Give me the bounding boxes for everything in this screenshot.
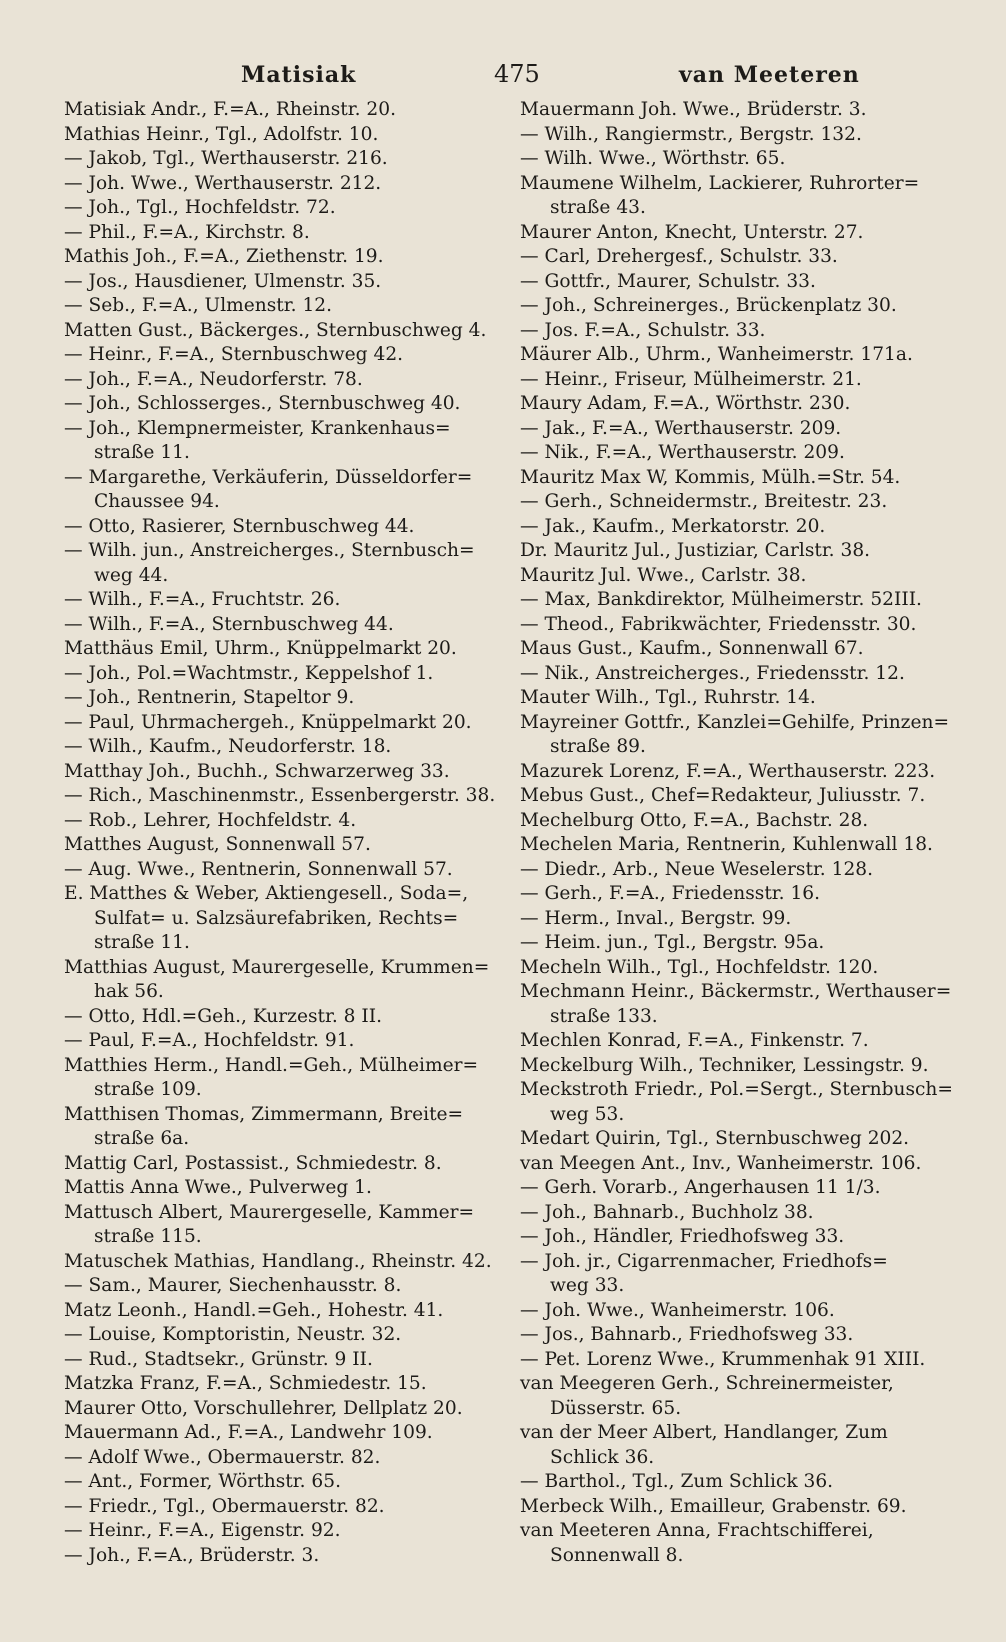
directory-entry (520, 1152, 966, 1177)
entry-line: Matthias August, Maurergeselle, Krummen= (64, 956, 490, 978)
entry-line: Maurer Anton, Knecht, Unterstr. 27. (520, 221, 864, 243)
entry-line: — Rud., Stadtsekr., Grünstr. 9 II. (64, 1348, 373, 1370)
directory-entry (520, 1299, 966, 1324)
directory-entry (520, 270, 966, 295)
entry-line: Matthies Herm., Handl.=Geh., Mülheimer= (64, 1054, 479, 1076)
entry-line: Mauermann Joh. Wwe., Brüderstr. 3. (520, 99, 867, 120)
directory-entry (64, 1397, 504, 1422)
entry-continuation: straße 43. (550, 197, 646, 218)
entry-line: — Joh., Klempnermeister, Krankenhaus= (64, 417, 451, 439)
directory-entry (64, 784, 504, 809)
entry-line: — Nik., Anstreicherges., Friedensstr. 12. (520, 662, 905, 684)
entry-line: — Aug. Wwe., Rentnerin, Sonnenwall 57. (64, 858, 453, 880)
directory-entry (520, 1225, 966, 1250)
directory-entry (520, 858, 966, 883)
entry-line: Dr. Mauritz Jul., Justiziar, Carlstr. 38. (520, 540, 871, 561)
directory-entry (64, 294, 504, 319)
directory-entry (520, 686, 966, 711)
directory-entry (64, 1323, 504, 1348)
directory-entry (520, 1372, 966, 1421)
directory-entry (520, 1201, 966, 1226)
directory-entry (64, 1176, 504, 1201)
directory-entry (64, 809, 504, 834)
entry-line: Matthäus Emil, Uhrm., Knüppelmarkt 20. (64, 638, 457, 659)
directory-entry (520, 662, 966, 687)
directory-entry (520, 980, 966, 1029)
entry-continuation: weg 44. (94, 564, 169, 586)
entry-line: — Rob., Lehrer, Hochfeldstr. 4. (64, 809, 357, 831)
entry-line: — Paul, F.=A., Hochfeldstr. 91. (64, 1030, 355, 1051)
entry-line: — Otto, Rasierer, Sternbuschweg 44. (64, 515, 415, 537)
directory-entry (64, 98, 504, 123)
entry-line: Mayreiner Gottfr., Kanzlei=Gehilfe, Prinzen= (520, 711, 950, 733)
entry-continuation: Chaussee 94. (94, 491, 220, 512)
directory-entry (520, 907, 966, 932)
entry-line: — Margarethe, Verkäuferin, Düsseldorfer= (64, 466, 473, 488)
directory-entry (520, 368, 966, 393)
directory-entry (520, 637, 966, 662)
directory-entry (64, 1274, 504, 1299)
directory-entry (520, 490, 966, 515)
directory-entry (64, 1544, 504, 1569)
entry-line: Meckelburg Wilh., Techniker, Lessingstr. 9. (520, 1054, 929, 1076)
entry-line: — Heim. jun., Tgl., Bergstr. 95a. (520, 932, 825, 953)
directory-entry (64, 515, 504, 540)
entry-line: Matuschek Mathias, Handlang., Rheinstr. 42. (64, 1250, 492, 1272)
directory-entry (520, 931, 966, 956)
entry-line: Maumene Wilhelm, Lackierer, Ruhrorter= (520, 172, 920, 194)
entry-line: — Joh., Pol.=Wachtmstr., Keppelshof 1. (64, 662, 434, 684)
directory-entry (64, 539, 504, 588)
entry-line: — Wilh., Kaufm., Neudorferstr. 18. (64, 736, 392, 757)
entry-continuation: straße 6a. (94, 1128, 190, 1149)
entry-line: Mauermann Ad., F.=A., Landwehr 109. (64, 1422, 433, 1443)
entry-line: Mathis Joh., F.=A., Ziethenstr. 19. (64, 246, 384, 267)
entry-line: — Joh., F.=A., Neudorferstr. 78. (64, 368, 363, 390)
directory-entry (64, 1519, 504, 1544)
directory-entry (64, 662, 504, 687)
entry-line: — Joh., Rentnerin, Stapeltor 9. (64, 687, 355, 708)
directory-entry (520, 98, 966, 123)
directory-entry (520, 319, 966, 344)
entry-line: Matzka Franz, F.=A., Schmiedestr. 15. (64, 1373, 427, 1394)
entry-line: van Meegeren Gerh., Schreinermeister, (520, 1373, 894, 1394)
entry-line: — Nik., F.=A., Werthauserstr. 209. (520, 442, 845, 463)
entry-continuation: Sulfat= u. Salzsäurefabriken, Rechts= (94, 907, 459, 929)
entry-line: — Jakob, Tgl., Werthauserstr. 216. (64, 148, 388, 169)
entry-line: — Jak., F.=A., Werthauserstr. 209. (520, 417, 842, 439)
entry-line: van Meeteren Anna, Frachtschifferei, (520, 1520, 874, 1541)
directory-entry (520, 833, 966, 858)
directory-entry (64, 343, 504, 368)
entry-line: Maury Adam, F.=A., Wörthstr. 230. (520, 393, 851, 414)
header-right-keyword: van Meeteren (679, 62, 860, 88)
entry-line: — Louise, Komptoristin, Neustr. 32. (64, 1324, 402, 1345)
directory-entry (64, 392, 504, 417)
page-header (64, 52, 966, 98)
directory-entry (520, 1470, 966, 1495)
directory-entry (520, 760, 966, 785)
entry-line: — Adolf Wwe., Obermauerstr. 82. (64, 1446, 381, 1468)
entry-line: Mattusch Albert, Maurergeselle, Kammer= (64, 1201, 475, 1223)
directory-entry (64, 466, 504, 515)
entry-line: Matten Gust., Bäckerges., Sternbuschweg 4. (64, 319, 487, 341)
entry-continuation: straße 89. (550, 736, 646, 757)
directory-entry (64, 1470, 504, 1495)
header-left-keyword: Matisiak (241, 62, 357, 88)
left-column (64, 98, 504, 1568)
directory-entry (64, 1054, 504, 1103)
entry-line: — Otto, Hdl.=Geh., Kurzestr. 8 II. (64, 1005, 382, 1027)
entry-continuation: Sonnenwall 8. (550, 1544, 684, 1566)
entry-line: E. Matthes & Weber, Aktiengesell., Soda=, (64, 883, 469, 904)
directory-entry (520, 564, 966, 589)
entry-line: — Barthol., Tgl., Zum Schlick 36. (520, 1471, 834, 1492)
directory-entry (520, 613, 966, 638)
page-number: 475 (494, 60, 540, 88)
entry-continuation: weg 33. (550, 1275, 625, 1296)
directory-entry (64, 882, 504, 956)
directory-entry (64, 1372, 504, 1397)
entry-line: — Wilh., F.=A., Sternbuschweg 44. (64, 613, 394, 635)
directory-entry (64, 245, 504, 270)
entry-line: — Jos., Hausdiener, Ulmenstr. 35. (64, 270, 382, 292)
entry-line: Matisiak Andr., F.=A., Rheinstr. 20. (64, 99, 396, 120)
entry-line: Mechelen Maria, Rentnerin, Kuhlenwall 18. (520, 834, 933, 855)
directory-entry (64, 417, 504, 466)
directory-entry (64, 196, 504, 221)
directory-entry (64, 858, 504, 883)
entry-line: — Wilh., Rangiermstr., Bergstr. 132. (520, 123, 862, 145)
entry-line: — Joh., Tgl., Hochfeldstr. 72. (64, 197, 336, 218)
directory-entry (520, 711, 966, 760)
entry-continuation: Schlick 36. (550, 1446, 655, 1468)
directory-entry (520, 245, 966, 270)
entry-continuation: weg 53. (550, 1103, 625, 1125)
entry-line: — Joh., Bahnarb., Buchholz 38. (520, 1201, 814, 1223)
entry-continuation: Düsserstr. 65. (550, 1397, 682, 1419)
directory-entry (520, 1495, 966, 1520)
directory-entry (64, 956, 504, 1005)
directory-entry (520, 539, 966, 564)
directory-entry (520, 147, 966, 172)
directory-entry (64, 221, 504, 246)
directory-entry (520, 343, 966, 368)
entry-line: Mäurer Alb., Uhrm., Wanheimerstr. 171a. (520, 344, 913, 365)
directory-entry (520, 1176, 966, 1201)
entry-line: — Joh., Händler, Friedhofsweg 33. (520, 1226, 845, 1247)
entry-line: — Gerh., F.=A., Friedensstr. 16. (520, 883, 821, 904)
entry-line: Mechelburg Otto, F.=A., Bachstr. 28. (520, 809, 869, 831)
directory-entry (64, 270, 504, 295)
directory-entry (64, 637, 504, 662)
directory-entry (64, 1421, 504, 1446)
entry-line: Maus Gust., Kaufm., Sonnenwall 67. (520, 638, 864, 659)
directory-entry (520, 1250, 966, 1299)
right-column (520, 98, 966, 1568)
entry-line: — Diedr., Arb., Neue Weselerstr. 128. (520, 858, 874, 880)
directory-entry (520, 809, 966, 834)
entry-line: — Theod., Fabrikwächter, Friedensstr. 30. (520, 613, 917, 635)
directory-entry (520, 123, 966, 148)
entry-line: — Joh., Schreinerges., Brückenplatz 30. (520, 295, 897, 316)
directory-entry (520, 1078, 966, 1127)
directory-entry (520, 1029, 966, 1054)
entry-line: van Meegen Ant., Inv., Wanheimerstr. 106. (520, 1152, 922, 1174)
entry-line: — Ant., Former, Wörthstr. 65. (64, 1471, 342, 1492)
entry-continuation: straße 115. (94, 1226, 202, 1247)
directory-entry (64, 1299, 504, 1324)
directory-entry (64, 588, 504, 613)
entry-line: — Joh., Schlosserges., Sternbuschweg 40. (64, 393, 461, 414)
entry-continuation: straße 11. (94, 442, 190, 463)
entry-line: — Gerh., Schneidermstr., Breitestr. 23. (520, 491, 888, 512)
directory-entry (64, 735, 504, 760)
directory-entry (520, 1054, 966, 1079)
directory-entry (520, 1348, 966, 1373)
entry-line: — Joh. Wwe., Werthauserstr. 212. (64, 172, 382, 194)
directory-entry (64, 1103, 504, 1152)
directory-entry (520, 1421, 966, 1470)
directory-entry (520, 1127, 966, 1152)
directory-entry (64, 1029, 504, 1054)
directory-entry (64, 711, 504, 736)
entry-line: — Joh. Wwe., Wanheimerstr. 106. (520, 1299, 835, 1321)
entry-line: Maurer Otto, Vorschullehrer, Dellplatz 20. (64, 1397, 463, 1419)
entry-line: Mechmann Heinr., Bäckermstr., Werthauser= (520, 981, 952, 1002)
directory-entry (520, 1323, 966, 1348)
entry-line: — Joh. jr., Cigarrenmacher, Friedhofs= (520, 1250, 888, 1272)
entry-line: Matthes August, Sonnenwall 57. (64, 834, 371, 855)
entry-line: Mattis Anna Wwe., Pulverweg 1. (64, 1177, 372, 1198)
directory-entry (520, 882, 966, 907)
entry-line: — Jak., Kaufm., Merkatorstr. 20. (520, 515, 826, 537)
entry-line: Mauritz Jul. Wwe., Carlstr. 38. (520, 564, 807, 586)
entry-line: — Joh., F.=A., Brüderstr. 3. (64, 1544, 320, 1566)
directory-entry (64, 147, 504, 172)
entry-line: — Paul, Uhrmachergeh., Knüppelmarkt 20. (64, 711, 472, 733)
entry-line: — Pet. Lorenz Wwe., Krummenhak 91 XIII. (520, 1348, 926, 1370)
entry-line: Matthay Joh., Buchh., Schwarzerweg 33. (64, 760, 450, 782)
directory-entry (520, 956, 966, 981)
directory-entry (520, 294, 966, 319)
directory-entry (520, 221, 966, 246)
entry-line: Mecheln Wilh., Tgl., Hochfeldstr. 120. (520, 956, 879, 978)
entry-line: Mechlen Konrad, F.=A., Finkenstr. 7. (520, 1030, 869, 1051)
entry-line: — Heinr., F.=A., Sternbuschweg 42. (64, 344, 404, 365)
directory-entry (520, 392, 966, 417)
entry-continuation: hak 56. (94, 981, 164, 1002)
entry-line: van der Meer Albert, Handlanger, Zum (520, 1422, 888, 1443)
entry-line: Medart Quirin, Tgl., Sternbuschweg 202. (520, 1128, 910, 1149)
entry-continuation: straße 133. (550, 1005, 658, 1027)
entry-line: — Friedr., Tgl., Obermauerstr. 82. (64, 1495, 385, 1517)
directory-entry (520, 1519, 966, 1568)
directory-entry (520, 466, 966, 491)
directory-entry (64, 1005, 504, 1030)
entry-line: — Max, Bankdirektor, Mülheimerstr. 52III. (520, 589, 922, 610)
directory-entry (64, 368, 504, 393)
directory-entry (520, 441, 966, 466)
entry-line: Matthisen Thomas, Zimmermann, Breite= (64, 1103, 464, 1125)
entry-line: — Wilh., F.=A., Fruchtstr. 26. (64, 589, 341, 610)
entry-line: Meckstroth Friedr., Pol.=Sergt., Sternbusch= (520, 1079, 953, 1100)
directory-entry (64, 760, 504, 785)
entry-line: — Gerh. Vorarb., Angerhausen 11 1/3. (520, 1177, 881, 1198)
entry-continuation: straße 11. (94, 932, 190, 953)
directory-entry (64, 1348, 504, 1373)
entry-line: Mathias Heinr., Tgl., Adolfstr. 10. (64, 123, 379, 145)
entry-line: Matz Leonh., Handl.=Geh., Hohestr. 41. (64, 1299, 444, 1321)
directory-entry (64, 1152, 504, 1177)
directory-entry (64, 1250, 504, 1275)
entry-line: — Heinr., F.=A., Eigenstr. 92. (64, 1520, 341, 1541)
entry-line: — Sam., Maurer, Siechenhausstr. 8. (64, 1275, 402, 1296)
directory-entry (64, 172, 504, 197)
directory-entry (520, 417, 966, 442)
directory-entry (520, 515, 966, 540)
entry-line: — Gottfr., Maurer, Schulstr. 33. (520, 270, 816, 292)
entry-line: — Phil., F.=A., Kirchstr. 8. (64, 221, 310, 243)
directory-entry (520, 784, 966, 809)
entry-line: — Wilh. jun., Anstreicherges., Sternbusch= (64, 540, 475, 561)
entry-line: Mauritz Max W, Kommis, Mülh.=Str. 54. (520, 466, 901, 488)
entry-line: — Heinr., Friseur, Mülheimerstr. 21. (520, 368, 862, 390)
entry-line: — Rich., Maschinenmstr., Essenbergerstr. 38. (64, 785, 496, 806)
entry-line: — Herm., Inval., Bergstr. 99. (520, 907, 792, 929)
directory-entry (64, 833, 504, 858)
directory-entry (64, 613, 504, 638)
directory-entry (64, 123, 504, 148)
entry-line: — Carl, Drehergesf., Schulstr. 33. (520, 246, 838, 267)
directory-entry (520, 588, 966, 613)
directory-entry (520, 172, 966, 221)
entry-continuation: straße 109. (94, 1079, 202, 1100)
directory-columns (64, 98, 966, 1568)
entry-line: — Seb., F.=A., Ulmenstr. 12. (64, 295, 333, 316)
directory-entry (64, 1201, 504, 1250)
entry-line: Mebus Gust., Chef=Redakteur, Juliusstr. 7. (520, 785, 926, 806)
directory-entry (64, 686, 504, 711)
entry-line: Mazurek Lorenz, F.=A., Werthauserstr. 223. (520, 760, 936, 782)
directory-entry (64, 1446, 504, 1471)
directory-entry (64, 319, 504, 344)
entry-line: — Jos. F.=A., Schulstr. 33. (520, 319, 766, 341)
entry-line: — Wilh. Wwe., Wörthstr. 65. (520, 148, 786, 169)
entry-line: — Jos., Bahnarb., Friedhofsweg 33. (520, 1324, 854, 1345)
entry-line: Mauter Wilh., Tgl., Ruhrstr. 14. (520, 687, 816, 708)
entry-line: Mattig Carl, Postassist., Schmiedestr. 8. (64, 1152, 442, 1174)
entry-line: Merbeck Wilh., Emailleur, Grabenstr. 69. (520, 1495, 907, 1517)
directory-entry (64, 1495, 504, 1520)
